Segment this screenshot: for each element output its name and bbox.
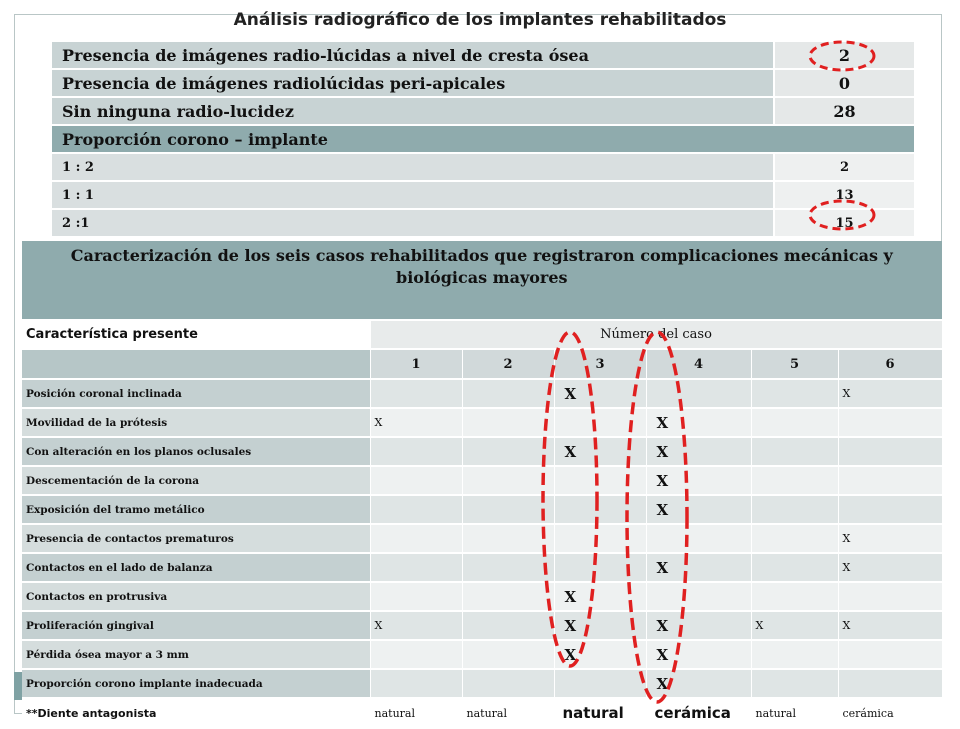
- characteristic-label: Descementación de la corona: [22, 466, 370, 495]
- case-cell: [646, 582, 751, 611]
- case-cell: X: [370, 408, 462, 437]
- case-cell: [462, 379, 554, 408]
- case-cell: [838, 466, 942, 495]
- case-cell: [751, 495, 838, 524]
- table-row: [22, 379, 942, 408]
- case-cell: X: [646, 640, 751, 669]
- case-number: 6: [838, 349, 942, 379]
- case-cell: [462, 582, 554, 611]
- table-row: [52, 97, 914, 125]
- characteristic-label: Pérdida ósea mayor a 3 mm: [22, 640, 370, 669]
- case-cell: [370, 582, 462, 611]
- case-cell: X: [838, 379, 942, 408]
- radiographic-summary-table: [52, 42, 914, 238]
- case-cell: [370, 437, 462, 466]
- table-row: [22, 611, 942, 640]
- case-cell: [751, 582, 838, 611]
- case-number: 2: [462, 349, 554, 379]
- case-cell: [554, 669, 646, 698]
- case-numbers-row: [22, 349, 942, 379]
- table-title-row: [22, 241, 942, 320]
- antagonist-label: **Diente antagonista: [22, 698, 370, 728]
- row-label: Presencia de imágenes radio-lúcidas a nivel de cresta ósea: [52, 42, 774, 69]
- case-cell: [554, 553, 646, 582]
- case-cell: [751, 553, 838, 582]
- table-row: [22, 553, 942, 582]
- table-section-header: [52, 125, 914, 153]
- case-cell: [838, 640, 942, 669]
- row-value: 13: [774, 181, 914, 209]
- case-cell: [554, 466, 646, 495]
- case-cell: [751, 640, 838, 669]
- case-cell: [646, 379, 751, 408]
- case-cell: X: [646, 466, 751, 495]
- characteristic-label: Presencia de contactos prematuros: [22, 524, 370, 553]
- case-cell: X: [646, 669, 751, 698]
- case-cell: [370, 640, 462, 669]
- antagonist-row: [22, 698, 942, 728]
- case-cell: [370, 495, 462, 524]
- table-subheader-row: [22, 320, 942, 349]
- case-cell: [838, 495, 942, 524]
- case-cell: [462, 553, 554, 582]
- case-cell: [462, 640, 554, 669]
- case-cell: [554, 524, 646, 553]
- antagonist-cell: natural: [751, 698, 838, 728]
- table-row: [22, 495, 942, 524]
- case-cell: [838, 582, 942, 611]
- row-label: 1 : 2: [52, 153, 774, 181]
- case-number: 3: [554, 349, 646, 379]
- case-cell: [554, 495, 646, 524]
- case-cell: X: [554, 640, 646, 669]
- case-cell: [462, 669, 554, 698]
- characteristic-label: Proporción corono implante inadecuada: [22, 669, 370, 698]
- table-row: [22, 437, 942, 466]
- case-cell: [838, 408, 942, 437]
- row-value: 2: [774, 153, 914, 181]
- case-cell: [646, 524, 751, 553]
- table-row: [22, 669, 942, 698]
- row-value: 28: [774, 97, 914, 125]
- table-row: [52, 42, 914, 69]
- case-cell: [751, 408, 838, 437]
- characteristic-label: Contactos en protrusiva: [22, 582, 370, 611]
- case-cell: [462, 611, 554, 640]
- case-cell: [462, 495, 554, 524]
- characteristic-label: Proliferación gingival: [22, 611, 370, 640]
- case-cell: X: [646, 553, 751, 582]
- characteristic-label: Contactos en el lado de balanza: [22, 553, 370, 582]
- table-row: [22, 466, 942, 495]
- case-cell: [462, 466, 554, 495]
- cases-table-title: Caracterización de los seis casos rehabilitados que registraron complicaciones mecánicas y biológicas mayores: [22, 241, 942, 320]
- case-cell: X: [838, 611, 942, 640]
- case-cell: X: [554, 379, 646, 408]
- case-cell: X: [646, 437, 751, 466]
- row-label: Presencia de imágenes radiolúcidas peri-apicales: [52, 69, 774, 97]
- antagonist-cell: natural: [462, 698, 554, 728]
- table-row: [22, 640, 942, 669]
- case-cell: X: [838, 553, 942, 582]
- case-cell: [370, 524, 462, 553]
- row-label: 1 : 1: [52, 181, 774, 209]
- table-row: [52, 69, 914, 97]
- case-cell: X: [554, 611, 646, 640]
- case-number: 4: [646, 349, 751, 379]
- empty-cell: [22, 349, 370, 379]
- case-cell: X: [370, 611, 462, 640]
- case-cell: [370, 669, 462, 698]
- case-cell: [462, 524, 554, 553]
- row-value: 0: [774, 69, 914, 97]
- characteristic-header: Característica presente: [22, 320, 370, 349]
- table-row: [52, 209, 914, 237]
- case-number: 1: [370, 349, 462, 379]
- antagonist-cell: cerámica: [838, 698, 942, 728]
- proportion-header: Proporción corono – implante: [52, 125, 914, 153]
- case-cell: X: [751, 611, 838, 640]
- row-label: Sin ninguna radio-lucidez: [52, 97, 774, 125]
- case-cell: [462, 408, 554, 437]
- case-cell: [370, 466, 462, 495]
- case-cell: [751, 379, 838, 408]
- table-row: [22, 582, 942, 611]
- case-cell: [751, 437, 838, 466]
- row-value: 15: [774, 209, 914, 237]
- characteristic-label: Posición coronal inclinada: [22, 379, 370, 408]
- antagonist-cell: natural: [554, 698, 646, 728]
- case-number: 5: [751, 349, 838, 379]
- case-cell: X: [554, 437, 646, 466]
- case-cell: [462, 437, 554, 466]
- case-cell: X: [646, 611, 751, 640]
- case-cell: X: [646, 495, 751, 524]
- row-label: 2 :1: [52, 209, 774, 237]
- characteristic-label: Con alteración en los planos oclusales: [22, 437, 370, 466]
- case-cell: [370, 379, 462, 408]
- table-row: [22, 408, 942, 437]
- case-cell: [751, 669, 838, 698]
- case-cell: [751, 466, 838, 495]
- case-cell: [838, 437, 942, 466]
- table-row: [22, 524, 942, 553]
- antagonist-cell: natural: [370, 698, 462, 728]
- antagonist-cell: cerámica: [646, 698, 751, 728]
- characteristic-label: Exposición del tramo metálico: [22, 495, 370, 524]
- row-value: 2: [774, 42, 914, 69]
- table-row: [52, 181, 914, 209]
- case-cell: [554, 408, 646, 437]
- case-cell: X: [646, 408, 751, 437]
- cases-characterization-table: [22, 241, 943, 729]
- case-cell: [838, 669, 942, 698]
- case-cell: X: [838, 524, 942, 553]
- slide-title: Análisis radiográfico de los implantes rehabilitados: [233, 10, 727, 30]
- case-number-header: Número del caso: [370, 320, 942, 349]
- case-cell: X: [554, 582, 646, 611]
- characteristic-label: Movilidad de la prótesis: [22, 408, 370, 437]
- case-cell: [370, 553, 462, 582]
- case-cell: [751, 524, 838, 553]
- table-row: [52, 153, 914, 181]
